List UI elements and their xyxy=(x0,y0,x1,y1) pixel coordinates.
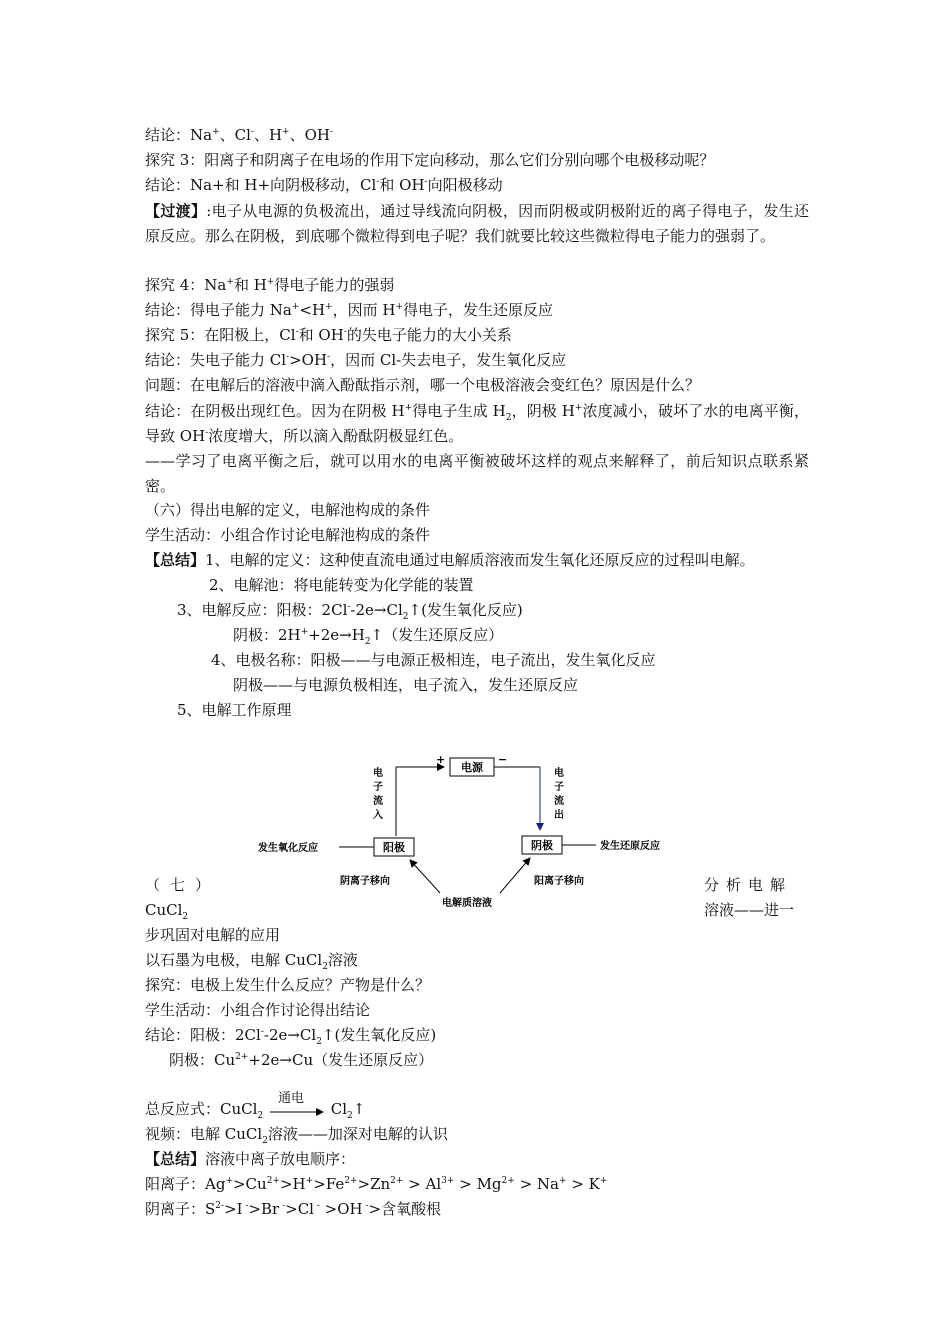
section-7-right: 分析电解 xyxy=(704,876,793,894)
graphite-electrolysis: 以石墨为电极，电解 CuCl$_2$溶液 xyxy=(145,951,358,972)
svg-text:阴极: 阴极 xyxy=(531,839,553,852)
svg-text:出: 出 xyxy=(554,810,564,821)
reduction-label: 发生还原反应 xyxy=(600,841,660,852)
svg-text:入: 入 xyxy=(373,810,383,821)
inquiry-products: 探究：电极上发生什么反应？产物是什么？ xyxy=(145,976,431,994)
svg-text:子: 子 xyxy=(373,782,383,793)
video-note: 视频：电解 CuCl$_2$溶液——加深对电解的认识 xyxy=(145,1125,448,1146)
anion-arrow xyxy=(410,860,440,893)
electron-out-label xyxy=(554,766,564,821)
student-activity-2: 学生活动：小组合作讨论得出结论 xyxy=(145,1001,371,1019)
summary-cathode-name: 阴极——与电源负极相连，电子流入，发生还原反应 xyxy=(233,676,579,694)
summary-definition: 【总结】1、电解的定义：这种使直流电通过电解质溶液而发生氧化还原反应的过程叫电解。 xyxy=(145,551,755,569)
section-7-cont: 步巩固对电解的应用 xyxy=(145,926,281,944)
conclusion-cathode: 阴极：$Cu^{2+}+2e\to Cu$（发生还原反应） xyxy=(169,1051,434,1069)
conclusion-red-cathode: 结论：在阴极出现红色。因为在阴极 H+得电子生成 $H_2$，阴极 H+浓度减小，破坏了水的电离平衡，导致 OH-浓度增大，所以滴入酚酞阴极显红色。 xyxy=(145,402,809,445)
oxidation-label: 发生氧化反应 xyxy=(258,843,318,854)
student-activity-1: 学生活动：小组合作讨论电解池构成的条件 xyxy=(145,526,431,544)
summary-cathode-reaction: 阴极：$2H^++2e\to H_2↑$（发生还原反应） xyxy=(233,626,504,647)
conclusion-migration: 结论：Na+和 H+向阴极移动，Cl-和 OH-向阳极移动 xyxy=(145,176,503,194)
anion-order: 阴离子：$S^{2-}>I$ ->Br ->Cl - >OH ->含氧酸根 xyxy=(145,1200,442,1218)
conclusion-anode: 结论：阳极：$2Cl^--2e\to Cl_2↑$(发生氧化反应) xyxy=(145,1026,437,1047)
minus-sign: − xyxy=(498,753,508,766)
svg-text:电: 电 xyxy=(554,768,564,779)
summary-principle: 5、电解工作原理 xyxy=(177,701,292,719)
transition-paragraph: 【过渡】:电子从电源的负极流出，通过导线流向阴极，因而阴极或阴极附近的离子得电子，发生还原反应。那么在阴极，到底哪个微粒得到电子呢？我们就要比较这些微粒得电子能力的强弱了。 xyxy=(145,202,809,245)
overall-reaction: 总反应式：CuCl$_2$ 通电 $Cl_2↑$ xyxy=(145,1091,366,1121)
summary-electrode-names: 4、电极名称：阳极——与电源正极相连，电子流出，发生氧化反应 xyxy=(211,651,656,669)
anion-move-label: 阴离子移向 xyxy=(340,876,390,887)
inquiry-3: 探究 3：阳离子和阴离子在电场的作用下定向移动，那么它们分别向哪个电极移动呢？ xyxy=(145,151,715,169)
plus-sign: + xyxy=(436,753,446,766)
summary-cell: 2、电解池：将电能转变为化学能的装置 xyxy=(209,576,474,594)
summary-discharge-order: 【总结】溶液中离子放电顺序： xyxy=(145,1150,356,1168)
svg-text:电: 电 xyxy=(373,768,383,779)
remark-equilibrium: ——学习了电离平衡之后，就可以用水的电离平衡被破坏这样的观点来解释了，前后知识点联系紧密。 xyxy=(145,452,809,495)
inquiry-4: 探究 4：Na+和 H+得电子能力的强弱 xyxy=(145,276,395,294)
electrolyte-label: 电解质溶液 xyxy=(442,898,492,909)
section-7-right-2: 溶液——进一 xyxy=(704,901,795,919)
svg-text:子: 子 xyxy=(554,782,564,793)
inquiry-5: 探究 5：在阳极上，Cl-和 OH-的失电子能力的大小关系 xyxy=(145,326,512,344)
cation-move-label: 阳离子移向 xyxy=(534,876,584,887)
summary-anode-reaction: 3、电解反应：阳极：$2Cl^--2e\to Cl_2↑$(发生氧化反应) xyxy=(177,601,523,622)
electron-in-label xyxy=(373,766,383,821)
svg-text:阳极: 阳极 xyxy=(383,841,405,854)
conclusion-gain-electrons: 结论：得电子能力 Na+<H+，因而 H+得电子，发生还原反应 xyxy=(145,301,554,319)
cation-arrow xyxy=(500,858,530,893)
question-phenolphthalein: 问题：在电解后的溶液中滴入酚酞指示剂，哪一个电极溶液会变红色？原因是什么？ xyxy=(145,376,701,394)
conclusion-ions: 结论：Na+、Cl-、H+、OH- xyxy=(145,126,334,144)
section-6-title: （六）得出电解的定义，电解池构成的条件 xyxy=(145,501,431,519)
cation-order: 阳离子：$Ag^+>Cu^{2+}>H^+>Fe^{2+}>Zn^{2+} > Al^{3+} > Mg^{2+} > Na^+ > K^+$ xyxy=(145,1175,608,1193)
section-7-cucl2: CuCl$_2$ xyxy=(145,901,189,922)
section-7-left: （七） xyxy=(145,876,221,894)
svg-text:流: 流 xyxy=(554,796,564,807)
conclusion-lose-electrons: 结论：失电子能力 Cl->OH-，因而 Cl-失去电子，发生氧化反应 xyxy=(145,351,567,369)
power-label: 电源 xyxy=(461,761,483,774)
svg-text:流: 流 xyxy=(373,796,383,807)
electrolysis-diagram xyxy=(250,748,710,918)
electrolysis-arrow: 通电 xyxy=(268,1100,326,1120)
